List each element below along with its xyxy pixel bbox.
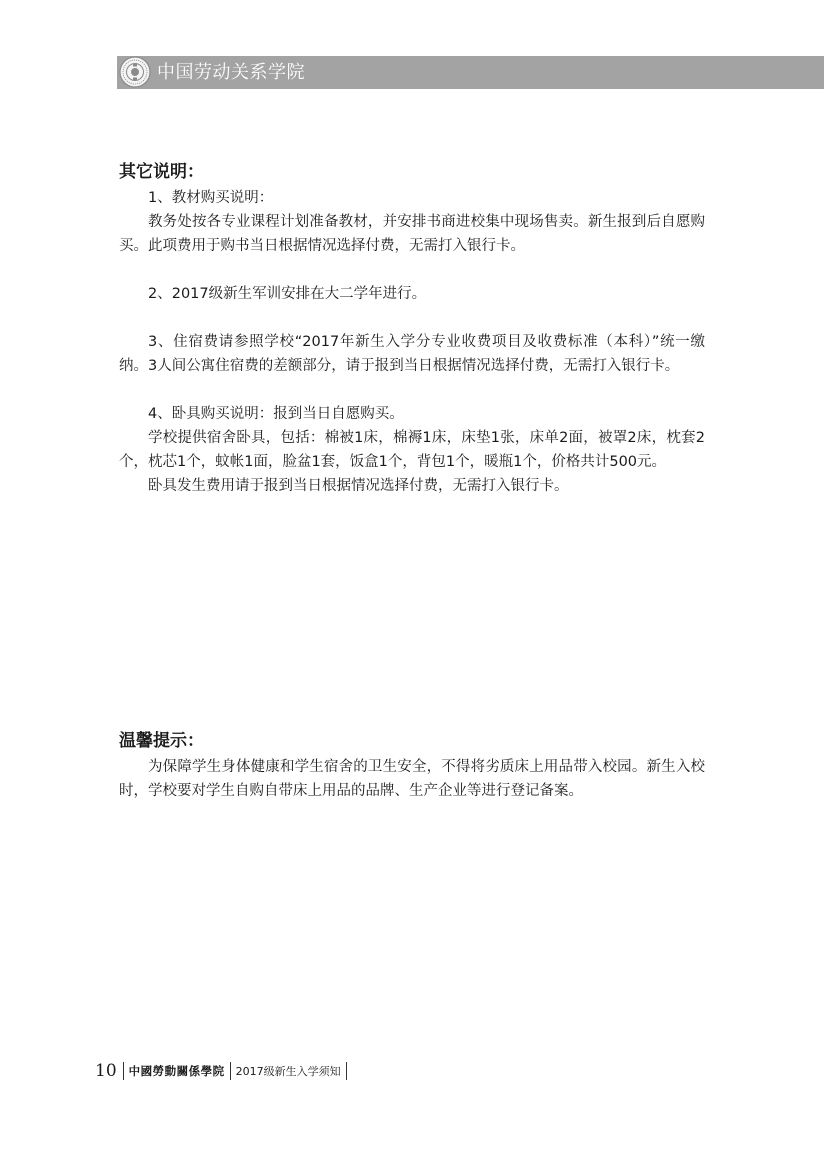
note-2: 2、2017级新生军训安排在大二学年进行。 <box>148 286 427 302</box>
note-4-title: 4、卧具购买说明：报到当日自愿购买。 <box>148 406 404 422</box>
note-1-title: 1、教材购买说明： <box>148 190 274 206</box>
other-notes-title: 其它说明： <box>119 162 204 182</box>
tips-section <box>119 727 705 803</box>
page-number: 10 <box>95 1061 117 1081</box>
note-3: 3、住宿费请参照学校“2017年新生入学分专业收费项目及收费标准（本科）”统一缴纳。3人间公寓住宿费的差额部分，请于报到当日根据情况选择付费，无需打入银行卡。 <box>119 334 705 374</box>
tips-body: 为保障学生身体健康和学生宿舍的卫生安全，不得将劣质床上用品带入校园。新生入校时，学校要对学生自购自带床上用品的品牌、生产企业等进行登记备案。 <box>119 759 705 799</box>
footer-guide-title: 2017级新生入学须知 <box>235 1065 341 1078</box>
footer <box>95 1060 347 1082</box>
note-4-body-1: 学校提供宿舍卧具，包括：棉被1床，棉褥1床，床垫1张，床单2面，被罩2床，枕套2个，枕芯1个，蚊帐1面，脸盆1套，饭盒1个，背包1个，暖瓶1个，价格共计500元。 <box>119 430 705 470</box>
note-1-body: 教务处按各专业课程计划准备教材，并安排书商进校集中现场售卖。新生报到后自愿购买。此项费用于购书当日根据情况选择付费，无需打入银行卡。 <box>119 214 705 254</box>
school-seal-icon <box>119 56 151 88</box>
tips-title: 温馨提示： <box>119 731 204 751</box>
note-4-body-2: 卧具发生费用请于报到当日根据情况选择付费，无需打入银行卡。 <box>148 478 569 494</box>
other-notes-section <box>119 158 705 498</box>
header-school-name: 中国劳动关系学院 <box>157 62 305 83</box>
footer-school-name: 中國勞動關係學院 <box>128 1064 225 1078</box>
footer-divider <box>346 1062 347 1080</box>
